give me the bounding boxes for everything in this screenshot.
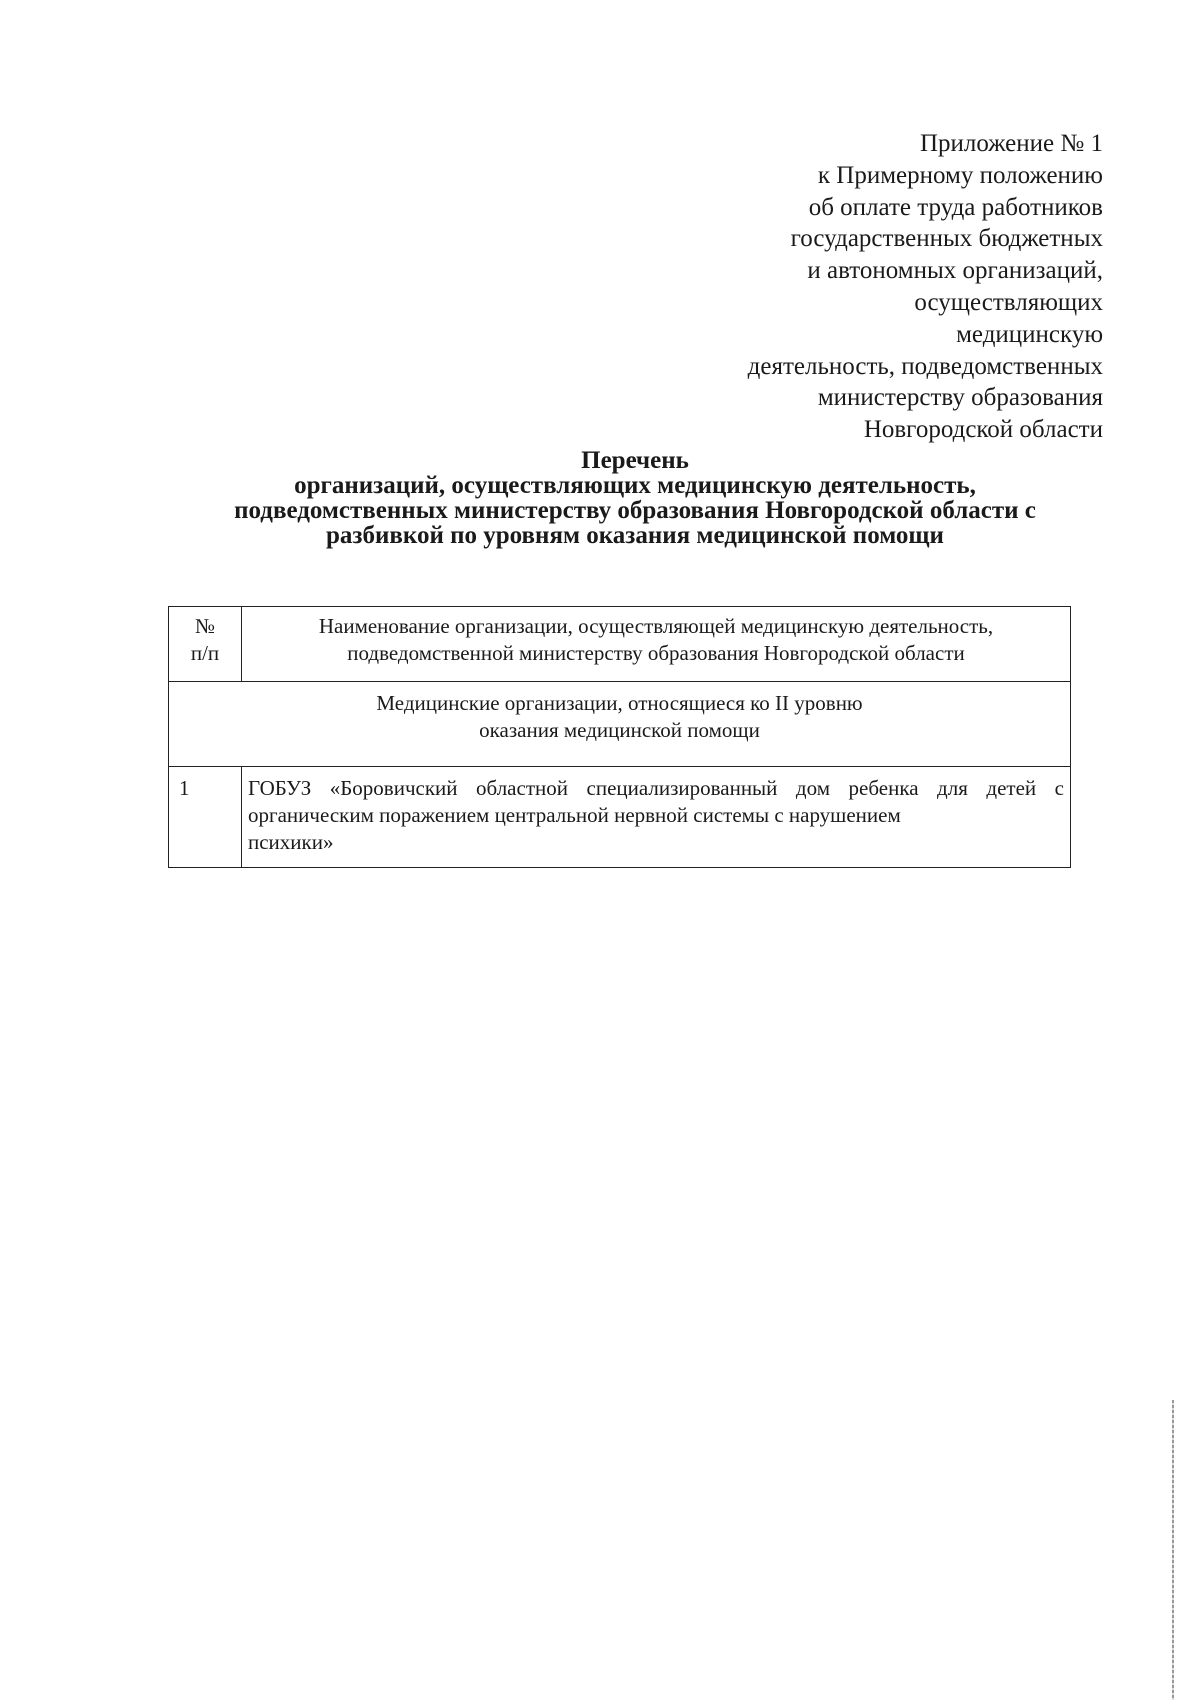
- appendix-line: об оплате труда работников: [808, 193, 1103, 221]
- title-heading: Перечень: [581, 447, 689, 474]
- row-name-cell: [242, 767, 1071, 868]
- title-line: организаций, осуществляющих медицинскую деятельность,: [294, 472, 976, 499]
- organizations-table: [168, 606, 1071, 868]
- section-line1: Медицинские организации, относящиеся ко II уровню: [376, 691, 863, 715]
- scan-edge-line: [1172, 1400, 1174, 1700]
- appendix-line: Приложение № 1: [919, 130, 1103, 157]
- appendix-line: осуществляющих: [914, 288, 1103, 316]
- section-line2: оказания медицинской помощи: [479, 718, 760, 742]
- header-name-line2: подведомственной министерству образования Новгородской области: [347, 641, 965, 665]
- appendix-line: деятельность, подведомственных: [747, 352, 1103, 380]
- row-name-last: психики»: [248, 830, 334, 854]
- appendix-line: медицинскую: [956, 320, 1103, 348]
- appendix-line: государственных бюджетных: [790, 225, 1103, 253]
- section-cell: [169, 682, 1071, 767]
- table-row: [169, 767, 1071, 868]
- header-num-line1: №: [194, 614, 216, 638]
- appendix-line: к Примерному положению: [817, 161, 1103, 189]
- header-name-line1: Наименование организации, осуществляющей медицинскую деятельность,: [318, 614, 994, 638]
- appendix-line: Новгородской области: [863, 416, 1103, 444]
- header-num-line2: п/п: [190, 641, 220, 665]
- header-num-cell: [169, 607, 242, 682]
- appendix-header: [583, 128, 1103, 446]
- row-num-cell: 1: [169, 767, 242, 868]
- title-line: подведомственных министерству образования Новгородской области с: [234, 497, 1036, 524]
- header-name-cell: [242, 607, 1071, 682]
- row-name-main: ГОБУЗ «Боровичский областной специализированный дом ребенка для детей с органическим поражением центральной нервной системы с нарушением: [248, 776, 1064, 827]
- appendix-line: и автономных организаций,: [807, 257, 1103, 285]
- table-header-row: [169, 607, 1071, 682]
- table-section-row: [169, 682, 1071, 767]
- appendix-line: министерству образования: [817, 384, 1103, 412]
- document-title: [150, 448, 1120, 548]
- title-line: разбивкой по уровням оказания медицинской помощи: [326, 522, 944, 549]
